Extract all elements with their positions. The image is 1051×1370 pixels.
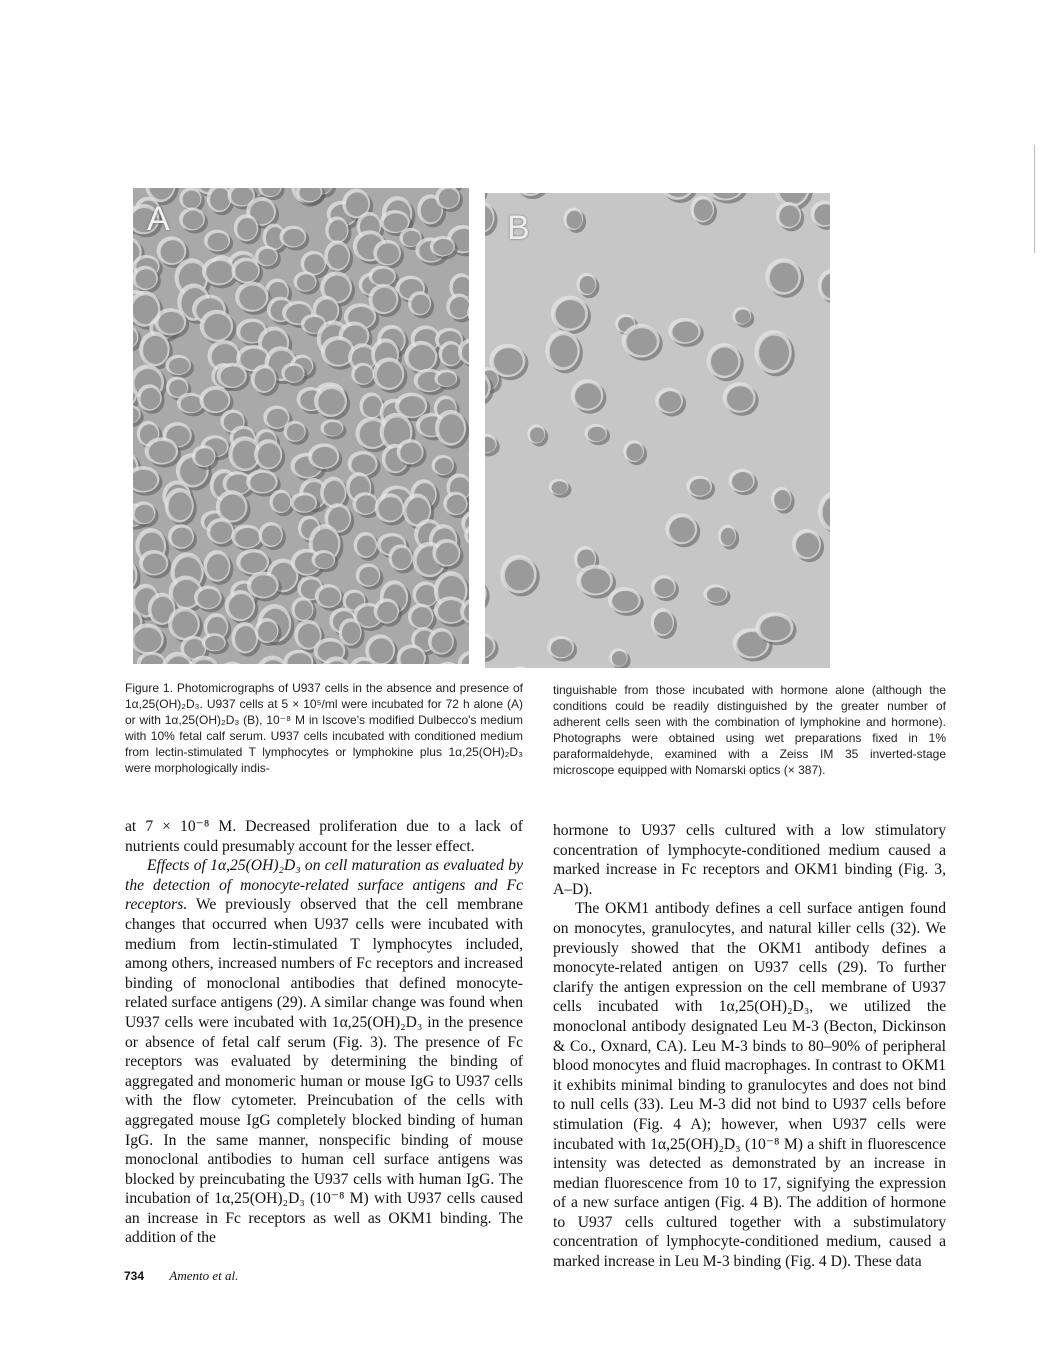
- cell-shape: [485, 201, 498, 236]
- cell-shape: [388, 544, 415, 573]
- paragraph-text: We previously observed that the cell membrane changes that occurred when U937 cells were incubated with medium from lectin-stimulated T lymphocytes included, among others, increased numbers of Fc receptors and increased binding of monoclonal antibodies that defined monocyte-related surface antigens (29). A similar change was found when U937 cells were incubated with 1α,25(OH)₂D₃ in the presence or absence of fetal calf serum (Fig. 3). The presence of Fc receptors was evaluated by determining the binding of aggregated and monomeric human or mouse IgG to U937 cells with the flow cytometer. Preincubation of the cells with aggregated mouse IgG completely blocked binding of human IgG. In the same manner, nonspecific binding of mouse monoclonal antibodies to human cell surface antigens was blocked by preincubating the U937 cells with human IgG. The incubation of 1α,25(OH)₂D₃ (10⁻⁸ M) with U937 cells caused an increase in Fc receptors as well as OKM1 binding. The addition of the: [125, 896, 523, 1247]
- cell-shape: [408, 291, 434, 318]
- cell-shape: [728, 469, 757, 495]
- paragraph: hormone to U937 cells cultured with a low stimulatory concentration of lymphocyte-conditioned medium caused a marked increase in Fc receptors and OKM1 binding (Fig. 3, A–D).: [553, 822, 946, 898]
- cell-shape: [585, 424, 611, 445]
- cell-shape: [827, 193, 830, 198]
- cell-shape: [818, 491, 830, 535]
- paragraph-with-heading: [125, 856, 523, 1248]
- cell-shape: [609, 648, 631, 668]
- cell-shape: [811, 201, 830, 230]
- cell-shape: [576, 565, 616, 599]
- cell-shape: [655, 388, 686, 417]
- cell-shape: [354, 532, 380, 561]
- micrograph-panel-a: [133, 188, 469, 664]
- cell-shape: [564, 207, 587, 233]
- cell-shape: [686, 476, 715, 500]
- crop-mark: [1034, 145, 1035, 253]
- cell-shape: [485, 434, 500, 456]
- cell-shape: [435, 410, 469, 449]
- cell-shape: [623, 440, 647, 465]
- cell-shape: [203, 550, 233, 585]
- cell-shape: [165, 355, 194, 378]
- cell-shape: [373, 357, 408, 393]
- running-authors: Amento et al.: [169, 1268, 239, 1283]
- panel-a-label: A: [147, 200, 170, 238]
- cell-shape: [204, 230, 233, 255]
- cell-shape: [259, 522, 286, 550]
- cell-shape: [217, 662, 250, 664]
- cell-shape: [373, 240, 404, 269]
- body-column-right: [553, 821, 946, 1272]
- panel-b-label: B: [507, 209, 530, 247]
- cell-shape: [500, 555, 539, 596]
- paragraph: The OKM1 antibody defines a cell surface antigen found on monocytes, granulocytes, and natural killer cells (32). We previously showed that the OKM1 antibody defines a monocyte-related antigen on U937 cells (29). To further clarify the antigen expression on the cell membrane of U937 cells incubated with 1α,25(OH)₂D₃, we utilized the monoclonal antibody designated Leu M-3 (Becton, Dickinson & Co., Oxnard, CA). Leu M-3 binds to 80–90% of peripheral blood monocytes and fluid macrophages. In contrast to OKM1 it exhibits minimal binding to granulocytes and does not bind to null cells (33). Leu M-3 did not bind to U937 cells before stimulation (Fig. 4 A); however, when U937 cells were incubated with 1α,25(OH)₂D₃ (10⁻⁸ M) a shift in fluorescence intensity was detected as demonstrated by an increase in median fluorescence from 10 to 17, signifying the expression of a new surface antigen (Fig. 4 B). The addition of hormone to U937 cells cultured together with a substimulatory concentration of lymphocyte-conditioned medium, caused a marked increase in Leu M-3 binding (Fig. 4 D). These data: [553, 900, 946, 1271]
- cell-shape: [168, 524, 197, 552]
- cell-shape: [446, 293, 469, 322]
- cell-shape: [284, 421, 309, 445]
- cell-shape: [133, 466, 162, 496]
- cell-shape: [200, 310, 236, 345]
- figure-caption-right: tinguishable from those incubated with hormone alone (although the conditions could be readily distinguished by the greater number of adherent cells seen with the combination of lymphokine and hormone). Photographs were obtained using wet preparations fixed in 1% paraformaldehyde, examined with a Zeiss IM 35 inverted-stage microscope equipped with Nomarski optics (× 387).: [553, 683, 946, 777]
- cell-shape: [527, 424, 548, 446]
- cell-shape: [458, 650, 469, 664]
- cell-shape: [179, 207, 208, 233]
- cell-shape: [315, 584, 345, 611]
- cell-shape: [771, 487, 794, 514]
- cell-shape: [665, 513, 700, 547]
- cell-shape: [792, 529, 824, 562]
- cell-shape: [485, 632, 498, 662]
- figure-caption-left: Figure 1. Photomicrographs of U937 cells in the absence and presence of 1α,25(OH)₂D₃. U937 cells at 5 × 10⁵/ml were incubated for 72 h alone (A) or with 1α,25(OH)₂D₃ (B), 10⁻⁸ M in Iscove's modified Dulbecco's medium with 10% fetal calf serum. U937 cells incubated with conditioned medium from lectin-stimulated T lymphocytes or lymphokine plus 1α,25(OH)₂D₃ were morphologically indis-: [125, 681, 523, 775]
- cell-shape: [754, 330, 794, 376]
- cell-shape: [668, 318, 704, 347]
- cell-shape: [356, 564, 384, 590]
- cell-shape: [818, 269, 830, 303]
- cell-shape: [703, 584, 730, 605]
- cell-shape: [622, 324, 663, 361]
- section-run-in-heading: Effects of 1α,25(OH)₂D₃ on cell maturation as evaluated by the detection of monocyte-related surface antigens and Fc receptors.: [125, 857, 523, 914]
- cell-shape: [576, 273, 599, 298]
- body-column-left: [125, 817, 523, 1248]
- cell-shape: [571, 379, 607, 413]
- cell-shape: [651, 608, 677, 639]
- cell-shape: [651, 575, 679, 601]
- cell-shape: [765, 258, 804, 298]
- cell-shape: [549, 479, 572, 498]
- cell-shape: [508, 666, 536, 668]
- cell-shape: [432, 455, 457, 478]
- page-number: 734: [124, 1269, 145, 1283]
- cell-shape: [547, 636, 577, 662]
- cell-shape: [551, 296, 591, 334]
- cell-shape: [513, 193, 549, 199]
- cell-shape: [485, 578, 490, 612]
- cell-shape: [320, 419, 346, 439]
- cell-shape: [723, 382, 759, 416]
- cell-shape: [608, 587, 644, 616]
- cell-shape: [690, 196, 717, 226]
- page-footer: [124, 1268, 238, 1284]
- cell-shape: [718, 525, 739, 550]
- micrograph-panel-b: [485, 193, 830, 668]
- micrograph-a-image: [133, 188, 469, 664]
- cell-shape: [732, 307, 754, 328]
- cell-shape: [707, 343, 744, 381]
- micrograph-b-image: [485, 193, 830, 668]
- cell-shape: [545, 330, 583, 373]
- paragraph: at 7 × 10⁻⁸ M. Decreased proliferation due to a lack of nutrients could presumably account for the lesser effect.: [125, 818, 523, 855]
